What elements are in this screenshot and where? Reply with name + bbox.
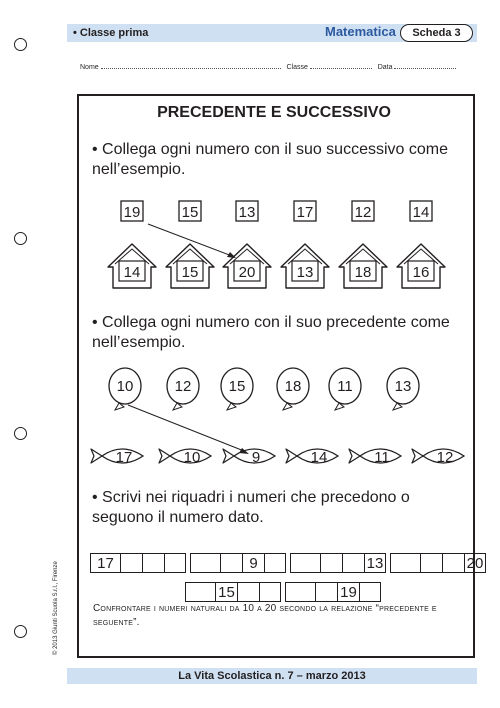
answer-group <box>185 582 281 602</box>
nome-label: Nome <box>80 64 99 71</box>
balloon-icon <box>221 368 253 410</box>
answer-group <box>190 553 286 573</box>
given-number-box: 19 <box>337 582 359 602</box>
class-label: • Classe prima <box>73 27 149 39</box>
binder-hole <box>14 427 27 440</box>
given-number-box: 15 <box>215 582 237 602</box>
binder-hole <box>14 232 27 245</box>
fish-icon <box>159 449 211 466</box>
fish-number: 17 <box>115 449 133 466</box>
number-box <box>179 201 201 221</box>
classe-field[interactable] <box>310 62 372 69</box>
answer-box[interactable] <box>285 582 315 602</box>
number-box-label: 12 <box>354 204 372 221</box>
house-icon <box>223 244 271 288</box>
number-box-label: 15 <box>181 204 199 221</box>
balloon-icon <box>277 368 309 410</box>
number-box-label: 13 <box>238 204 256 221</box>
fish-icon <box>349 449 401 466</box>
nome-field[interactable] <box>101 62 281 69</box>
house-number: 14 <box>123 264 141 281</box>
house-number: 15 <box>181 264 199 281</box>
number-box <box>294 201 316 221</box>
answer-box[interactable] <box>315 582 337 602</box>
balloon-number: 12 <box>174 378 192 395</box>
house-icon <box>108 244 156 288</box>
answer-box[interactable] <box>420 553 442 573</box>
binder-hole <box>14 625 27 638</box>
house-icon <box>397 244 445 288</box>
exercise2-instruction: • Collega ogni numero con il suo precedente come nell’esempio. <box>92 314 450 351</box>
sheet-badge: Scheda 3 <box>400 24 473 42</box>
subject-title: Matematica <box>325 24 396 39</box>
answer-box[interactable] <box>259 582 281 602</box>
teacher-note: Confrontare i numeri naturali da 10 a 20 secondo la relazione “precedente e seguente”. <box>93 603 437 628</box>
footer-text: La Vita Scolastica n. 7 – marzo 2013 <box>178 670 366 682</box>
answer-box[interactable] <box>220 553 242 573</box>
balloon-number: 10 <box>116 378 134 395</box>
exercise3-instruction: • Scrivi nei riquadri i numeri che precedono o seguono il numero dato. <box>92 489 410 526</box>
number-box-label: 19 <box>123 204 141 221</box>
fish-number: 10 <box>183 449 201 466</box>
answer-box[interactable] <box>142 553 164 573</box>
fish-icon <box>412 449 464 466</box>
balloon-number: 15 <box>228 378 246 395</box>
fish-number: 12 <box>436 449 454 466</box>
classe-label: Classe <box>286 64 308 71</box>
house-number: 18 <box>354 264 372 281</box>
number-box <box>121 201 143 221</box>
fish-icon <box>223 449 275 466</box>
house-number: 13 <box>296 264 314 281</box>
exercise1-instruction: • Collega ogni numero con il suo successivo come nell’esempio. <box>92 141 448 178</box>
number-box <box>352 201 374 221</box>
copyright-credit: © 2013 Giunti Scuola S.r.l., Firenze <box>53 561 59 655</box>
answer-row-1 <box>90 553 490 573</box>
fish-number: 14 <box>310 449 328 466</box>
balloon-icon <box>387 368 419 410</box>
exercise1-area <box>80 198 470 298</box>
balloon-number: 18 <box>284 378 302 395</box>
answer-box[interactable] <box>185 582 215 602</box>
answer-box[interactable] <box>390 553 420 573</box>
balloon-icon <box>329 368 361 410</box>
house-number: 20 <box>238 264 256 281</box>
answer-group <box>285 582 381 602</box>
number-box <box>410 201 432 221</box>
balloon-number: 11 <box>337 378 353 395</box>
data-field[interactable] <box>394 62 456 69</box>
example-arrow <box>128 405 249 454</box>
answer-group <box>390 553 486 573</box>
given-number-box: 9 <box>242 553 264 573</box>
answer-box[interactable] <box>164 553 186 573</box>
balloon-number: 13 <box>394 378 412 395</box>
answer-box[interactable] <box>190 553 220 573</box>
answer-box[interactable] <box>359 582 381 602</box>
answer-box[interactable] <box>264 553 286 573</box>
balloon-icon <box>167 368 199 410</box>
student-fields <box>80 62 456 71</box>
data-label: Data <box>377 64 393 71</box>
answer-box[interactable] <box>342 553 364 573</box>
answer-box[interactable] <box>320 553 342 573</box>
exercise1-svg <box>80 198 470 293</box>
answer-group <box>90 553 186 573</box>
answer-row-2 <box>185 582 385 602</box>
number-box-label: 14 <box>412 204 430 221</box>
fish-number: 9 <box>251 449 261 466</box>
given-number-box: 13 <box>364 553 386 573</box>
number-box <box>236 201 258 221</box>
given-number-box: 20 <box>464 553 486 573</box>
answer-box[interactable] <box>442 553 464 573</box>
balloon-icon <box>109 368 141 410</box>
exercise2-svg <box>80 367 470 472</box>
house-icon <box>339 244 387 288</box>
fish-icon <box>91 449 143 466</box>
worksheet-title: PRECEDENTE E SUCCESSIVO <box>157 104 391 121</box>
house-number: 16 <box>412 264 430 281</box>
answer-group <box>290 553 386 573</box>
answer-box[interactable] <box>120 553 142 573</box>
house-icon <box>166 244 214 288</box>
fish-icon <box>286 449 338 466</box>
given-number-box: 17 <box>90 553 120 573</box>
house-icon <box>281 244 329 288</box>
answer-box[interactable] <box>290 553 320 573</box>
number-box-label: 17 <box>296 204 314 221</box>
fish-number: 11 <box>374 449 390 466</box>
binder-hole <box>14 38 27 51</box>
exercise2-area <box>80 367 470 477</box>
answer-box[interactable] <box>237 582 259 602</box>
